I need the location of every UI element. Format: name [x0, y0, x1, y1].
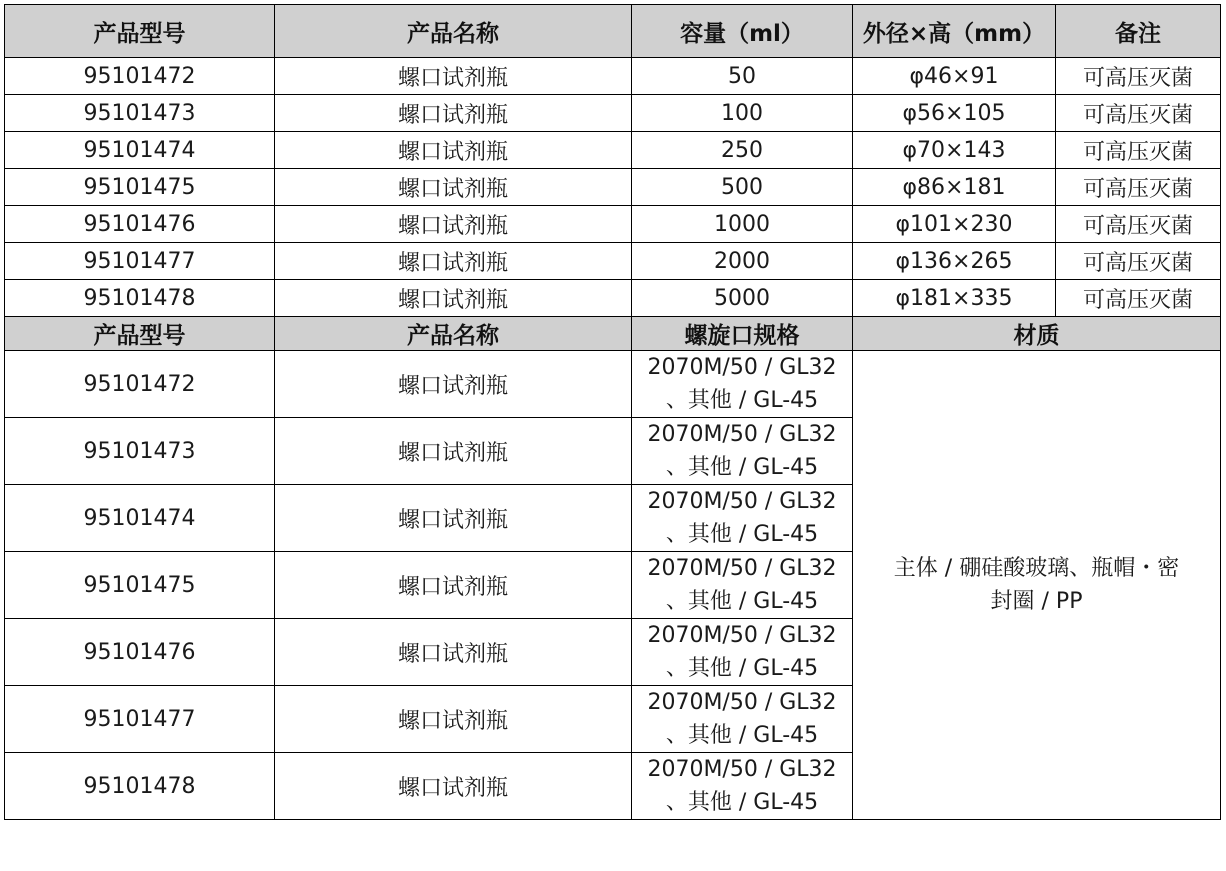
thread-spec-line: 、其他 / GL-45 — [665, 723, 819, 748]
product-name-cell: 螺口试剂瓶 — [275, 418, 632, 485]
capacity-cell: 螺口试剂瓶 — [275, 58, 632, 95]
thread-spec-line: 、其他 / GL-45 — [665, 790, 819, 815]
capacity-cell: φ46×91 — [853, 58, 1056, 95]
product-code-cell: 95101474 — [5, 485, 275, 552]
capacity-cell: 可高压灭菌 — [1056, 95, 1221, 132]
capacity-cell: 95101474 — [5, 132, 275, 169]
material-header-cell: 材质 — [853, 317, 1221, 351]
capacity-row — [5, 132, 1221, 169]
thread-spec-line: 、其他 / GL-45 — [665, 388, 819, 413]
product-spec-table — [4, 4, 1221, 820]
capacity-cell: 螺口试剂瓶 — [275, 243, 632, 280]
material-header-cell: 螺旋口规格 — [632, 317, 853, 351]
capacity-cell: 95101477 — [5, 243, 275, 280]
capacity-cell: 95101478 — [5, 280, 275, 317]
capacity-cell: 可高压灭菌 — [1056, 169, 1221, 206]
material-line: 封圈 / PP — [990, 589, 1083, 614]
material-header-cell: 产品型号 — [5, 317, 275, 351]
thread-spec-line: 、其他 / GL-45 — [665, 656, 819, 681]
thread-spec-line: 2070M/50 / GL32 — [647, 690, 837, 715]
capacity-cell: 500 — [632, 169, 853, 206]
capacity-cell: 95101472 — [5, 58, 275, 95]
capacity-header-cell: 外径×高（mm） — [853, 5, 1056, 58]
product-code-cell: 95101473 — [5, 418, 275, 485]
capacity-cell: 5000 — [632, 280, 853, 317]
thread-spec-cell — [632, 753, 853, 820]
thread-spec-line: 2070M/50 / GL32 — [647, 757, 837, 782]
thread-spec-cell — [632, 552, 853, 619]
material-line: 主体 / 硼硅酸玻璃、瓶帽・密 — [893, 556, 1180, 581]
product-name-cell: 螺口试剂瓶 — [275, 619, 632, 686]
capacity-row — [5, 95, 1221, 132]
thread-spec-cell — [632, 485, 853, 552]
thread-spec-cell — [632, 418, 853, 485]
thread-spec-line: 、其他 / GL-45 — [665, 589, 819, 614]
capacity-cell: φ86×181 — [853, 169, 1056, 206]
product-name-cell: 螺口试剂瓶 — [275, 552, 632, 619]
thread-spec-cell — [632, 351, 853, 418]
material-header-row — [5, 317, 1221, 351]
thread-spec-line: 2070M/50 / GL32 — [647, 355, 837, 380]
thread-spec-line: 2070M/50 / GL32 — [647, 556, 837, 581]
capacity-cell: 可高压灭菌 — [1056, 58, 1221, 95]
product-code-cell: 95101476 — [5, 619, 275, 686]
capacity-cell: 可高压灭菌 — [1056, 243, 1221, 280]
capacity-row — [5, 243, 1221, 280]
thread-spec-line: 2070M/50 / GL32 — [647, 489, 837, 514]
product-name-cell: 螺口试剂瓶 — [275, 686, 632, 753]
product-name-cell: 螺口试剂瓶 — [275, 351, 632, 418]
capacity-cell: 2000 — [632, 243, 853, 280]
capacity-cell: φ181×335 — [853, 280, 1056, 317]
thread-spec-line: 2070M/50 / GL32 — [647, 422, 837, 447]
capacity-cell: 250 — [632, 132, 853, 169]
product-code-cell: 95101478 — [5, 753, 275, 820]
capacity-cell: 95101473 — [5, 95, 275, 132]
capacity-cell: 螺口试剂瓶 — [275, 132, 632, 169]
capacity-cell: 可高压灭菌 — [1056, 132, 1221, 169]
capacity-cell: 螺口试剂瓶 — [275, 206, 632, 243]
product-code-cell: 95101472 — [5, 351, 275, 418]
capacity-header-row — [5, 5, 1221, 58]
capacity-cell: 95101476 — [5, 206, 275, 243]
capacity-header-cell: 容量（ml） — [632, 5, 853, 58]
thread-spec-line: 、其他 / GL-45 — [665, 455, 819, 480]
capacity-cell: 100 — [632, 95, 853, 132]
capacity-cell: 螺口试剂瓶 — [275, 95, 632, 132]
material-header-cell: 产品名称 — [275, 317, 632, 351]
thread-spec-line: 2070M/50 / GL32 — [647, 623, 837, 648]
capacity-cell: 50 — [632, 58, 853, 95]
capacity-cell: φ56×105 — [853, 95, 1056, 132]
thread-spec-cell — [632, 619, 853, 686]
capacity-cell: 螺口试剂瓶 — [275, 169, 632, 206]
capacity-cell: 1000 — [632, 206, 853, 243]
material-cell — [853, 351, 1221, 820]
capacity-cell: φ70×143 — [853, 132, 1056, 169]
capacity-header-cell: 产品型号 — [5, 5, 275, 58]
material-row — [5, 351, 1221, 418]
capacity-row — [5, 169, 1221, 206]
capacity-cell: φ136×265 — [853, 243, 1056, 280]
capacity-row — [5, 280, 1221, 317]
capacity-cell: 螺口试剂瓶 — [275, 280, 632, 317]
product-name-cell: 螺口试剂瓶 — [275, 753, 632, 820]
thread-spec-line: 、其他 / GL-45 — [665, 522, 819, 547]
product-name-cell: 螺口试剂瓶 — [275, 485, 632, 552]
capacity-cell: 95101475 — [5, 169, 275, 206]
capacity-cell: 可高压灭菌 — [1056, 280, 1221, 317]
capacity-header-cell: 备注 — [1056, 5, 1221, 58]
capacity-row — [5, 58, 1221, 95]
capacity-cell: φ101×230 — [853, 206, 1056, 243]
capacity-cell: 可高压灭菌 — [1056, 206, 1221, 243]
capacity-row — [5, 206, 1221, 243]
product-code-cell: 95101475 — [5, 552, 275, 619]
capacity-header-cell: 产品名称 — [275, 5, 632, 58]
thread-spec-cell — [632, 686, 853, 753]
product-code-cell: 95101477 — [5, 686, 275, 753]
